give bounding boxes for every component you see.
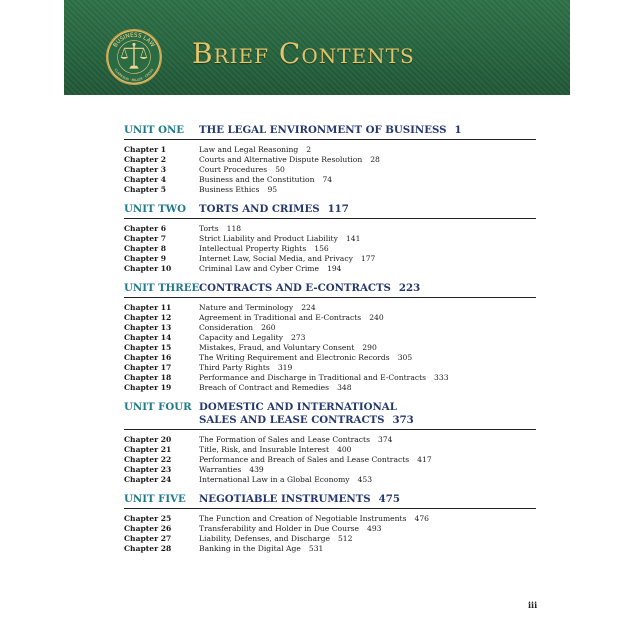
chapter-title: Performance and Breach of Sales and Lease Contracts — [199, 455, 410, 464]
unit-heading — [124, 401, 536, 430]
chapter-label: Chapter 3 — [124, 165, 167, 174]
chapter-entry — [124, 254, 536, 264]
chapter-entry — [124, 435, 536, 445]
chapter-page: 141 — [345, 234, 361, 243]
unit-label: UNIT THREE — [124, 282, 200, 294]
page-title: Brief Contents — [192, 37, 415, 70]
chapter-title: Agreement in Traditional and E-Contracts — [199, 313, 362, 322]
chapter-page: 374 — [378, 435, 393, 444]
chapter-label: Chapter 28 — [124, 544, 172, 553]
chapter-page: 260 — [261, 323, 276, 332]
unit-title — [199, 401, 414, 427]
chapter-page: 400 — [337, 445, 352, 454]
chapter-page: 240 — [369, 313, 384, 322]
unit-title-line: NEGOTIABLE INSTRUMENTS — [199, 493, 371, 505]
chapter-label: Chapter 16 — [124, 353, 172, 362]
chapter-label: Chapter 1 — [124, 145, 167, 154]
chapter-title: Consideration — [199, 323, 254, 332]
chapter-label: Chapter 10 — [124, 264, 172, 273]
chapter-page: 439 — [249, 465, 264, 474]
chapter-page: 224 — [301, 303, 316, 312]
chapter-entry — [124, 264, 536, 274]
chapter-title: Intellectual Property Rights — [199, 244, 307, 253]
chapter-entry — [124, 343, 536, 353]
chapter-label: Chapter 19 — [124, 383, 172, 392]
chapter-title: Court Procedures — [199, 165, 268, 174]
chapter-page: 531 — [308, 544, 324, 553]
chapter-title: Liability, Defenses, and Discharge — [199, 534, 330, 543]
chapter-label: Chapter 2 — [124, 155, 167, 164]
chapter-entry — [124, 224, 536, 234]
chapter-title: Title, Risk, and Insurable Interest — [199, 445, 330, 454]
chapter-label: Chapter 14 — [124, 333, 172, 342]
chapter-page: 417 — [417, 455, 432, 464]
contents-list — [124, 124, 536, 562]
unit-page-number: 1 — [454, 124, 462, 136]
chapter-page: 2 — [306, 145, 312, 154]
chapter-page: 512 — [337, 534, 353, 543]
chapter-page: 305 — [397, 353, 413, 362]
chapter-page: 95 — [267, 185, 278, 194]
chapter-page: 273 — [290, 333, 306, 342]
chapter-label: Chapter 8 — [124, 244, 167, 253]
chapter-title: Law and Legal Reasoning — [199, 145, 299, 154]
chapter-label: Chapter 23 — [124, 465, 172, 474]
unit-page-number: 475 — [378, 493, 400, 505]
chapter-page: 476 — [414, 514, 430, 523]
chapter-title: Warranties — [199, 465, 242, 474]
chapter-title: Mistakes, Fraud, and Voluntary Consent — [199, 343, 355, 352]
chapter-entry — [124, 145, 536, 155]
seal-top-text: BUSINESS LAW — [112, 32, 156, 49]
chapter-entry — [124, 244, 536, 254]
chapter-title: Nature and Terminology — [199, 303, 294, 312]
chapter-page: 319 — [277, 363, 293, 372]
unit-title — [199, 282, 420, 295]
unit-title — [199, 493, 400, 506]
chapter-page: 333 — [434, 373, 449, 382]
chapter-label: Chapter 22 — [124, 455, 172, 464]
unit-heading — [124, 124, 536, 140]
chapter-entry — [124, 373, 536, 383]
chapter-label: Chapter 25 — [124, 514, 172, 523]
chapter-entry — [124, 175, 536, 185]
chapter-label: Chapter 15 — [124, 343, 172, 352]
chapter-entry — [124, 534, 536, 544]
unit-title-line: THE LEGAL ENVIRONMENT OF BUSINESS — [199, 124, 447, 136]
chapter-page: 50 — [275, 165, 285, 174]
chapter-label: Chapter 5 — [124, 185, 167, 194]
chapter-title: Third Party Rights — [199, 363, 270, 372]
chapter-page: 348 — [337, 383, 352, 392]
chapter-title: Transferability and Holder in Due Course — [199, 524, 360, 533]
chapter-label: Chapter 26 — [124, 524, 172, 533]
chapter-entry — [124, 363, 536, 373]
chapter-entry — [124, 445, 536, 455]
unit-heading — [124, 493, 536, 509]
seal-bottom-text: CLARKSON · MILLER · CROSS — [113, 67, 155, 83]
chapter-title: International Law in a Global Economy — [199, 475, 350, 484]
chapter-page: 453 — [357, 475, 373, 484]
chapter-label: Chapter 24 — [124, 475, 172, 484]
chapter-title: The Formation of Sales and Lease Contracts — [199, 435, 371, 444]
chapter-entry — [124, 455, 536, 465]
chapter-page: 118 — [226, 224, 242, 233]
chapter-title: The Writing Requirement and Electronic Records — [199, 353, 390, 362]
unit-title-line: DOMESTIC AND INTERNATIONAL — [199, 401, 397, 413]
chapter-label: Chapter 12 — [124, 313, 172, 322]
chapter-page: 74 — [322, 175, 333, 184]
book-page — [64, 0, 570, 635]
chapter-title: Internet Law, Social Media, and Privacy — [199, 254, 353, 263]
chapter-page: 28 — [370, 155, 380, 164]
unit-title-line: SALES AND LEASE CONTRACTS — [199, 414, 385, 426]
chapter-label: Chapter 11 — [124, 303, 172, 312]
unit-label: UNIT ONE — [124, 124, 185, 136]
chapter-entry — [124, 465, 536, 475]
chapter-page: 290 — [362, 343, 377, 352]
chapter-entry — [124, 475, 536, 485]
chapter-title: Breach of Contract and Remedies — [199, 383, 330, 392]
chapter-entry — [124, 303, 536, 313]
chapter-entry — [124, 313, 536, 323]
chapter-label: Chapter 7 — [124, 234, 167, 243]
chapter-title: Performance and Discharge in Traditional and E-Contracts — [199, 373, 427, 382]
unit-page-number: 223 — [398, 282, 421, 294]
unit-heading — [124, 282, 536, 298]
chapter-label: Chapter 9 — [124, 254, 167, 263]
unit-title-line: CONTRACTS AND E-CONTRACTS — [199, 282, 391, 294]
chapter-entry — [124, 383, 536, 393]
unit-four — [124, 401, 536, 485]
chapter-entry — [124, 514, 536, 524]
chapter-page: 194 — [327, 264, 342, 273]
chapter-entry — [124, 333, 536, 343]
page-number: iii — [528, 600, 538, 610]
chapter-page: 156 — [314, 244, 329, 253]
unit-page-number: 373 — [392, 414, 414, 426]
chapter-label: Chapter 13 — [124, 323, 172, 332]
chapter-label: Chapter 4 — [124, 175, 167, 184]
chapter-entry — [124, 323, 536, 333]
chapter-entry — [124, 165, 536, 175]
chapter-label: Chapter 21 — [124, 445, 172, 454]
chapter-entry — [124, 544, 536, 554]
chapter-title: Business and the Constitution — [199, 175, 315, 184]
unit-title-line: TORTS AND CRIMES — [199, 203, 320, 215]
chapter-title: The Function and Creation of Negotiable Instruments — [199, 514, 407, 523]
chapter-entry — [124, 234, 536, 244]
chapter-entry — [124, 524, 536, 534]
chapter-title: Criminal Law and Cyber Crime — [199, 264, 319, 273]
chapter-label: Chapter 20 — [124, 435, 172, 444]
chapter-entry — [124, 353, 536, 363]
unit-label: UNIT FIVE — [124, 493, 186, 505]
unit-page-number: 117 — [327, 203, 349, 215]
chapter-label: Chapter 18 — [124, 373, 172, 382]
chapter-title: Strict Liability and Product Liability — [199, 234, 338, 243]
chapter-label: Chapter 27 — [124, 534, 172, 543]
chapter-title: Business Ethics — [199, 185, 260, 194]
chapter-title: Torts — [199, 224, 219, 233]
unit-one — [124, 124, 536, 195]
unit-five — [124, 493, 536, 554]
unit-title — [199, 124, 462, 137]
chapter-title: Capacity and Legality — [199, 333, 283, 342]
chapter-page: 493 — [367, 524, 382, 533]
unit-two — [124, 203, 536, 274]
chapter-label: Chapter 6 — [124, 224, 167, 233]
scales-of-justice-seal-icon — [105, 28, 163, 86]
header-banner — [64, 0, 570, 95]
unit-title — [199, 203, 349, 216]
unit-heading — [124, 203, 536, 219]
chapter-title: Courts and Alternative Dispute Resolution — [199, 155, 363, 164]
unit-label: UNIT FOUR — [124, 401, 192, 413]
chapter-entry — [124, 155, 536, 165]
unit-label: UNIT TWO — [124, 203, 186, 215]
chapter-label: Chapter 17 — [124, 363, 172, 372]
chapter-entry — [124, 185, 536, 195]
chapter-page: 177 — [360, 254, 376, 263]
unit-three — [124, 282, 536, 393]
chapter-title: Banking in the Digital Age — [199, 544, 301, 553]
